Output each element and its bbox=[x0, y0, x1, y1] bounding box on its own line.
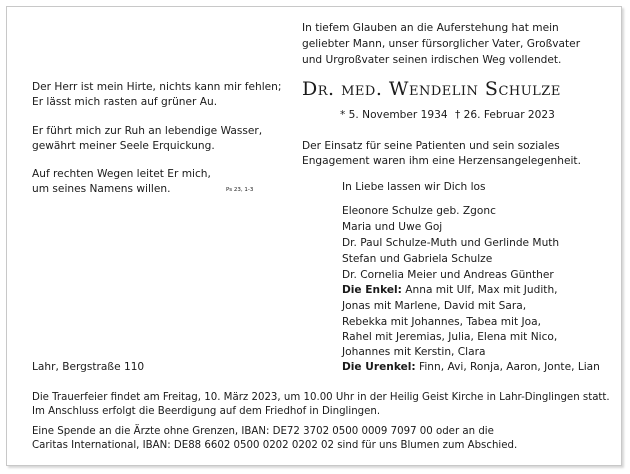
psalm-line: Er lässt mich rasten auf grüner Au. bbox=[32, 96, 218, 108]
deceased-name bbox=[302, 78, 561, 100]
grandchildren-line: Jonas mit Marlene, David mit Sara, bbox=[342, 300, 527, 312]
mourner: Stefan und Gabriela Schulze bbox=[342, 253, 493, 265]
grandchildren-label: Die Enkel: bbox=[342, 284, 402, 296]
name-first: Wendelin bbox=[388, 78, 479, 100]
address: Lahr, Bergstraße 110 bbox=[32, 361, 145, 373]
funeral-line: Im Anschluss erfolgt die Beerdigung auf dem Friedhof in Dinglingen. bbox=[32, 406, 381, 417]
grandchildren-names: Anna mit Ulf, Max mit Judith, bbox=[405, 284, 558, 296]
tribute-line: Engagement waren ihm eine Herzensangelegenheit. bbox=[302, 155, 581, 167]
grandchildren-line: Rebekka mit Johannes, Tabea mit Joa, bbox=[342, 316, 541, 328]
great-grandchildren-line bbox=[342, 360, 600, 375]
intro-line: und Urgroßvater seinen irdischen Weg vollendet. bbox=[302, 54, 562, 66]
name-prefix: Dr. med. bbox=[302, 78, 383, 100]
mourner: Eleonore Schulze geb. Zgonc bbox=[342, 205, 496, 217]
psalm-line: um seines Namens willen. bbox=[32, 183, 171, 195]
psalm-line: Der Herr ist mein Hirte, nichts kann mir fehlen; bbox=[32, 81, 282, 93]
mourner: Dr. Cornelia Meier und Andreas Günther bbox=[342, 269, 554, 281]
donation-line: Eine Spende an die Ärzte ohne Grenzen, IBAN: DE72 3702 0500 0009 7097 00 oder an die bbox=[32, 426, 494, 437]
mourner: Maria und Uwe Goj bbox=[342, 221, 443, 233]
grandchildren-line: Johannes mit Kerstin, Clara bbox=[342, 346, 486, 358]
great-grandchildren-names: Finn, Avi, Ronja, Aaron, Jonte, Lian bbox=[419, 361, 600, 373]
intro-line: geliebter Mann, unser fürsorglicher Vater, Großvater bbox=[302, 38, 581, 50]
psalm-line: gewährt meiner Seele Erquickung. bbox=[32, 140, 215, 152]
tribute-line: Der Einsatz für seine Patienten und sein soziales bbox=[302, 140, 560, 152]
birth-date: * 5. November 1934 bbox=[340, 109, 448, 121]
psalm-line: Auf rechten Wegen leitet Er mich, bbox=[32, 168, 211, 180]
death-date: † 26. Februar 2023 bbox=[455, 109, 555, 121]
intro-line: In tiefem Glauben an die Auferstehung hat mein bbox=[302, 22, 559, 34]
mourner: Dr. Paul Schulze-Muth und Gerlinde Muth bbox=[342, 237, 560, 249]
great-grandchildren-label: Die Urenkel: bbox=[342, 361, 416, 373]
grandchildren-first-line bbox=[342, 283, 558, 298]
name-last: Schulze bbox=[484, 78, 561, 100]
funeral-line: Die Trauerfeier findet am Freitag, 10. März 2023, um 10.00 Uhr in der Heilig Geist Kirche in Lahr-Dinglingen statt. bbox=[32, 392, 610, 403]
psalm-reference: Ps 23, 1-3 bbox=[226, 187, 254, 193]
donation-line: Caritas International, IBAN: DE88 6602 0500 0202 0202 02 sind für uns Blumen zum Abschied. bbox=[32, 440, 518, 451]
mourners-intro: In Liebe lassen wir Dich los bbox=[342, 181, 486, 193]
grandchildren-line: Rahel mit Jeremias, Julia, Elena mit Nico, bbox=[342, 331, 558, 343]
psalm-line: Er führt mich zur Ruh an lebendige Wasser, bbox=[32, 125, 263, 137]
